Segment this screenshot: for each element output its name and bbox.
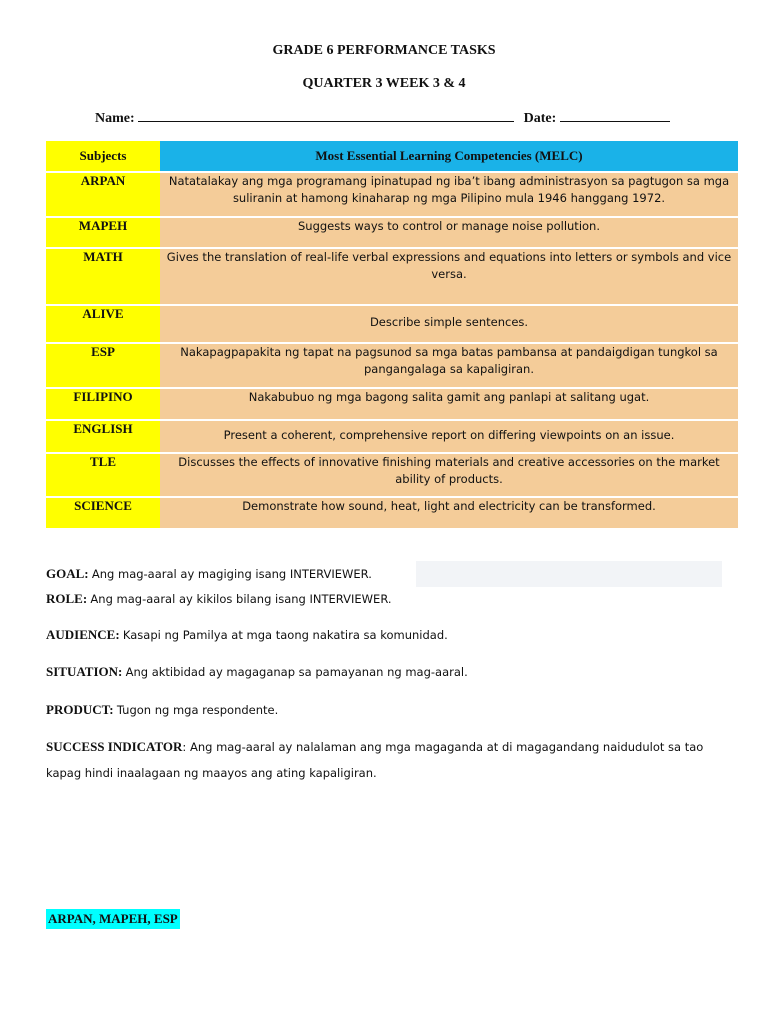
role-text: Ang mag-aaral ay kikilos bilang isang INTERVIEWER. — [90, 592, 392, 606]
melc-cell: Nakapagpapakita ng tapat na pagsunod sa mga batas pambansa at pandaigdigan tungkol sa pangangalaga sa kapaligiran. — [160, 344, 738, 387]
success-indicator-line — [46, 734, 736, 786]
melc-cell: Natatalakay ang mga programang ipinatupad ng iba’t ibang administrasyon sa pagtugon sa mga suliranin at hamong kinaharap ng mga Pilipino mula 1946 hanggang 1972. — [160, 173, 738, 216]
audience-label: AUDIENCE: — [46, 627, 120, 642]
table-row — [46, 421, 738, 452]
situation-line — [46, 659, 736, 685]
melc-cell: Discusses the effects of innovative finishing materials and creative accessories on the market ability of products. — [160, 454, 738, 496]
product-label: PRODUCT: — [46, 702, 114, 717]
highlighted-subjects: ARPAN, MAPEH, ESP — [46, 909, 180, 929]
page-subtitle: QUARTER 3 WEEK 3 & 4 — [302, 76, 466, 91]
melc-cell: Demonstrate how sound, heat, light and electricity can be transformed. — [160, 498, 738, 528]
subject-cell: TLE — [46, 454, 160, 496]
subject-cell: ARPAN — [46, 173, 160, 216]
subject-cell: SCIENCE — [46, 498, 160, 528]
table-row — [46, 498, 738, 528]
header-subjects: Subjects — [46, 141, 160, 171]
subject-cell: ENGLISH — [46, 421, 160, 452]
role-line — [46, 586, 736, 612]
date-field-line[interactable] — [560, 107, 670, 122]
goal-text: Ang mag-aaral ay magiging isang INTERVIEWER. — [91, 567, 372, 581]
table-row — [46, 389, 738, 419]
success-text: : Ang mag-aaral ay nalalaman ang mga magaganda at di magagandang naidudulot sa tao kapag hindi inaalagaan ng maayos ang ating kapaligiran. — [46, 740, 704, 780]
melc-cell: Gives the translation of real-life verbal expressions and equations into letters or symbols and vice versa. — [160, 249, 738, 304]
table-header-row — [46, 141, 738, 171]
melc-cell: Present a coherent, comprehensive report on differing viewpoints on an issue. — [160, 421, 738, 452]
page-title: GRADE 6 PERFORMANCE TASKS — [272, 43, 496, 58]
subject-cell: MATH — [46, 249, 160, 304]
table-row — [46, 344, 738, 387]
audience-line — [46, 622, 736, 648]
name-label: Name: — [95, 111, 135, 126]
situation-text: Ang aktibidad ay magaganap sa pamayanan ng mag-aaral. — [125, 665, 468, 679]
subject-cell: ESP — [46, 344, 160, 387]
melc-cell: Nakabubuo ng mga bagong salita gamit ang panlapi at salitang ugat. — [160, 389, 738, 419]
date-label: Date: — [523, 111, 557, 126]
melc-table — [46, 139, 738, 530]
table-row — [46, 218, 738, 247]
table-row — [46, 306, 738, 342]
success-label: SUCCESS INDICATOR — [46, 739, 183, 754]
product-line — [46, 697, 736, 723]
situation-label: SITUATION: — [46, 664, 123, 679]
subject-cell: MAPEH — [46, 218, 160, 247]
table-row — [46, 249, 738, 304]
name-field-line[interactable] — [138, 107, 514, 122]
subject-cell: FILIPINO — [46, 389, 160, 419]
product-text: Tugon ng mga respondente. — [116, 703, 279, 717]
table-row — [46, 454, 738, 496]
name-date-row — [95, 107, 685, 127]
audience-text: Kasapi ng Pamilya at mga taong nakatira sa komunidad. — [122, 628, 448, 642]
header-melc: Most Essential Learning Competencies (MELC) — [160, 141, 738, 171]
goal-label: GOAL: — [46, 566, 89, 581]
goal-line — [46, 561, 736, 587]
subject-cell: ALIVE — [46, 306, 160, 342]
melc-cell: Describe simple sentences. — [160, 306, 738, 342]
role-label: ROLE: — [46, 591, 88, 606]
table-row — [46, 173, 738, 216]
melc-cell: Suggests ways to control or manage noise pollution. — [160, 218, 738, 247]
